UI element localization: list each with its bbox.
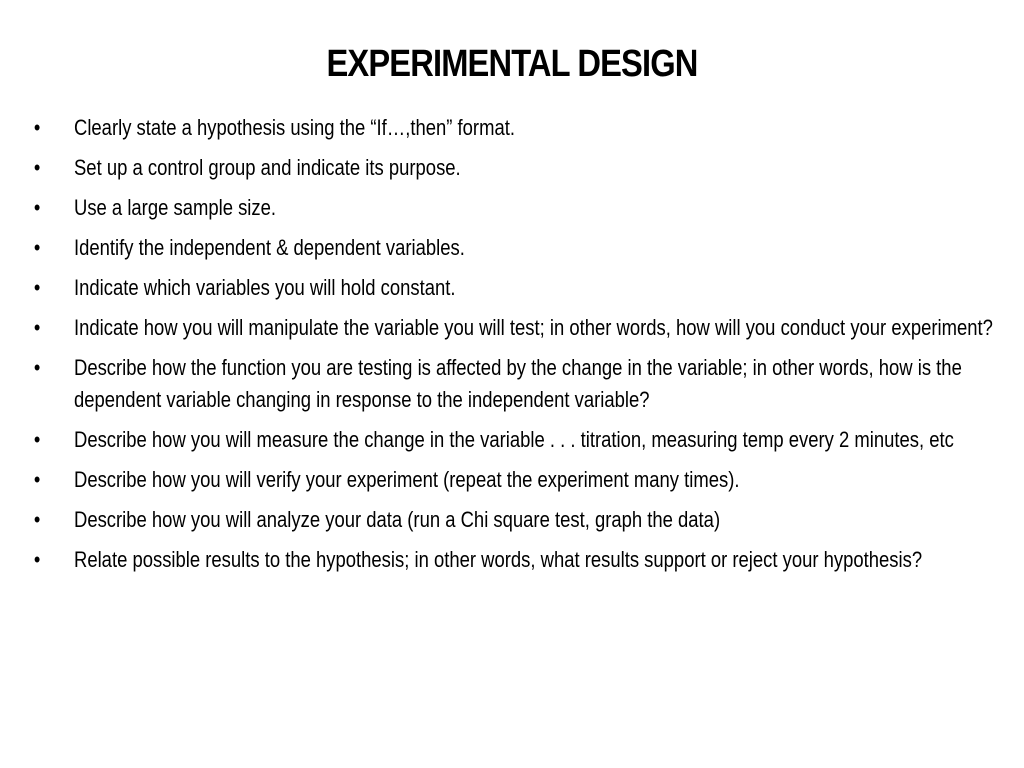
- bullet-item: [33, 352, 1024, 416]
- bullet-item: [33, 312, 1024, 344]
- bullet-dot-icon: •: [33, 235, 41, 260]
- bullet-item: [33, 464, 1024, 496]
- bullet-dot-icon: •: [33, 467, 41, 492]
- bullet-item: [33, 152, 1024, 184]
- bullet-item: [33, 232, 1024, 264]
- slide-title: EXPERIMENTAL DESIGN: [326, 43, 698, 85]
- bullet-dot-icon: •: [33, 115, 41, 140]
- bullet-text: Describe how the function you are testing is affected by the change in the variable; in other words, how is the dependent variable changing in response to the independent variable?: [74, 355, 962, 412]
- bullet-text: Describe how you will measure the change in the variable . . . titration, measuring temp every 2 minutes, etc: [74, 427, 954, 452]
- bullet-item: [33, 112, 1024, 144]
- bullet-item: [33, 424, 1024, 456]
- bullet-item: [33, 504, 1024, 536]
- bullet-dot-icon: •: [33, 355, 41, 380]
- bullet-list: [33, 112, 1024, 584]
- bullet-text: Indicate how you will manipulate the variable you will test; in other words, how will you conduct your experiment?: [74, 315, 993, 340]
- bullet-dot-icon: •: [33, 155, 41, 180]
- bullet-dot-icon: •: [33, 315, 41, 340]
- bullet-item: [33, 272, 1024, 304]
- bullet-text: Use a large sample size.: [74, 195, 277, 220]
- bullet-text: Describe how you will verify your experiment (repeat the experiment many times).: [74, 467, 740, 492]
- bullet-dot-icon: •: [33, 195, 41, 220]
- bullet-dot-icon: •: [33, 547, 41, 572]
- bullet-text: Describe how you will analyze your data (run a Chi square test, graph the data): [74, 507, 721, 532]
- bullet-dot-icon: •: [33, 507, 41, 532]
- bullet-dot-icon: •: [33, 427, 41, 452]
- bullet-text: Relate possible results to the hypothesis; in other words, what results support or reject your hypothesis?: [74, 547, 923, 572]
- bullet-item: [33, 544, 1024, 576]
- bullet-text: Set up a control group and indicate its purpose.: [74, 155, 461, 180]
- bullet-dot-icon: •: [33, 275, 41, 300]
- bullet-item: [33, 192, 1024, 224]
- bullet-text: Clearly state a hypothesis using the “If…,then” format.: [74, 115, 515, 140]
- bullet-text: Indicate which variables you will hold constant.: [74, 275, 456, 300]
- bullet-text: Identify the independent & dependent variables.: [74, 235, 465, 260]
